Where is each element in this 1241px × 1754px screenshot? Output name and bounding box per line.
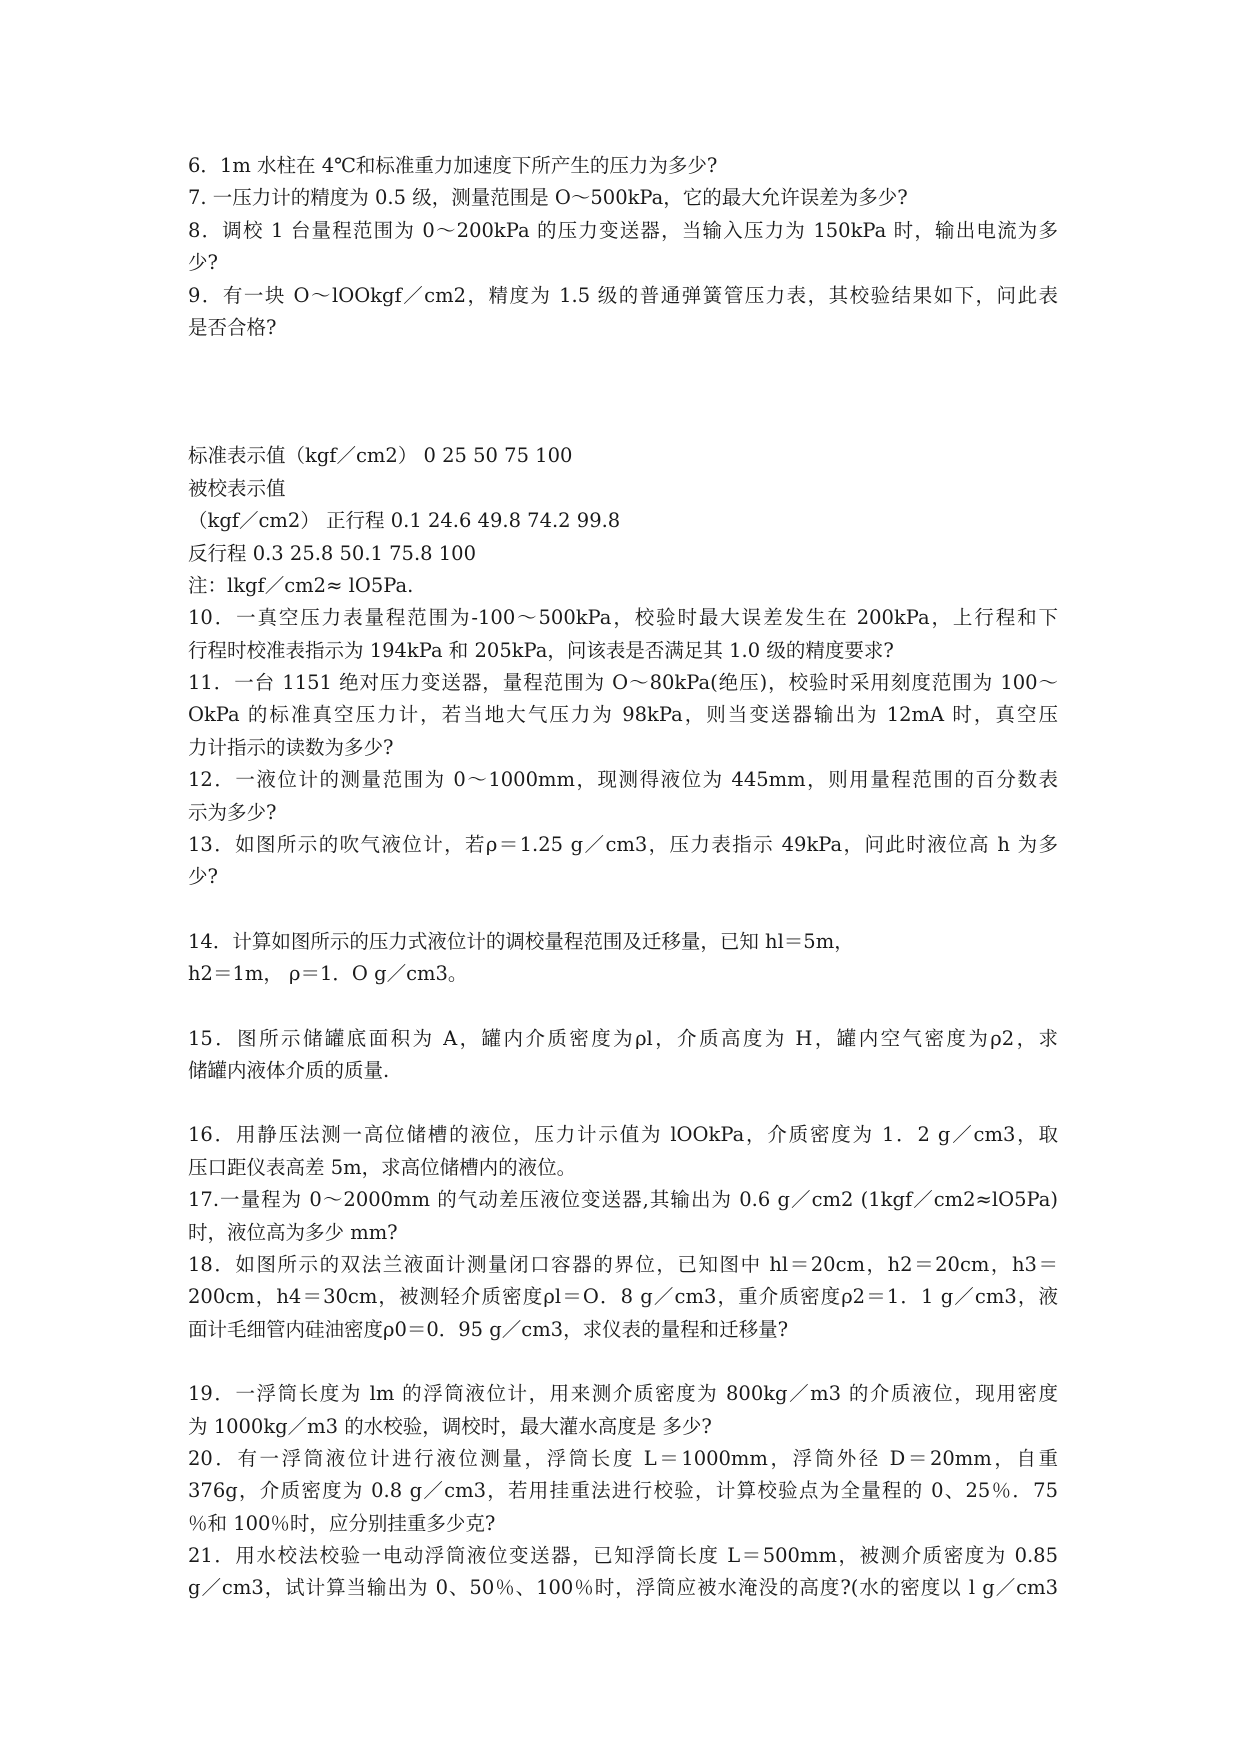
text-line: （kgf／cm2） 正行程 0.1 24.6 49.8 74.2 99.8 xyxy=(188,509,621,533)
text-line: 11．一台 1151 绝对压力变送器，量程范围为 O～80kPa(绝压)，校验时采用刻度范围为 100～ xyxy=(188,671,1058,695)
text-line: 为 1000kg／m3 的水校验，调校时，最大灌水高度是 多少? xyxy=(188,1414,712,1438)
text-line: 示为多少? xyxy=(188,800,277,824)
text-line: 21．用水校法校验一电动浮筒液位变送器，已知浮筒长度 L＝500mm，被测介质密度为 0.85 xyxy=(188,1544,1058,1568)
text-line: 12．一液位计的测量范围为 0～1000mm，现测得液位为 445mm，则用量程范围的百分数表 xyxy=(188,768,1058,792)
text-line: 注：lkgf／cm2≈ lO5Pa. xyxy=(188,573,414,597)
blank-spacer xyxy=(188,894,1058,926)
blank-spacer xyxy=(188,1087,1058,1119)
text-line: 反行程 0.3 25.8 50.1 75.8 100 xyxy=(188,541,476,565)
text-line: 面计毛细管内硅油密度ρ0＝0．95 g／cm3，求仪表的量程和迁移量? xyxy=(188,1317,789,1341)
text-line: h2＝1m， ρ＝1．O g／cm3。 xyxy=(188,962,468,986)
text-line: 8．调校 1 台量程范围为 0～200kPa 的压力变送器，当输入压力为 150kPa 时，输出电流为多 xyxy=(188,218,1058,242)
text-line: 少? xyxy=(188,865,218,889)
text-line: 6．1m 水柱在 4℃和标准重力加速度下所产生的压力为多少? xyxy=(188,154,718,177)
text-line: 储罐内液体介质的质量. xyxy=(188,1058,390,1082)
blank-spacer xyxy=(188,991,1058,1023)
text-line: 时，液位高为多少 mm? xyxy=(188,1220,398,1244)
text-line: 力计指示的读数为多少? xyxy=(188,735,394,759)
text-line: 标准表示值（kgf／cm2） 0 25 50 75 100 xyxy=(188,444,573,468)
text-line: 7. 一压力计的精度为 0.5 级，测量范围是 O～500kPa，它的最大允许误差为多少? xyxy=(188,186,908,210)
text-line: 少? xyxy=(188,251,218,275)
text-line: 16．用静压法测一高位储槽的液位，压力计示值为 lOOkPa，介质密度为 1．2 g／cm3，取 xyxy=(188,1123,1058,1147)
text-line: 是否合格? xyxy=(188,315,277,339)
text-line: 18．如图所示的双法兰液面计测量闭口容器的界位，已知图中 hl＝20cm，h2＝20cm，h3＝ xyxy=(188,1252,1058,1276)
text-line: 压口距仪表高差 5m，求高位储槽内的液位。 xyxy=(188,1155,577,1179)
blank-spacer xyxy=(188,1346,1058,1378)
text-line: 200cm，h4＝30cm，被测轻介质密度ρl＝O．8 g／cm3，重介质密度ρ2＝1．1 g／cm3，液 xyxy=(188,1285,1058,1309)
text-line: g／cm3，试计算当输出为 0、50％、100％时，浮筒应被水淹没的高度?(水的密度以 l g／cm3 xyxy=(188,1576,1058,1600)
text-line: OkPa 的标准真空压力计，若当地大气压力为 98kPa，则当变送器输出为 12mA 时，真空压 xyxy=(188,703,1058,727)
document-page xyxy=(188,150,1058,1605)
text-line: 19．一浮筒长度为 lm 的浮筒液位计，用来测介质密度为 800kg／m3 的介质液位，现用密度 xyxy=(188,1382,1058,1406)
text-line: 376g，介质密度为 0.8 g／cm3，若用挂重法进行校验，计算校验点为全量程的 0、25％．75 xyxy=(188,1479,1058,1503)
text-line: 13．如图所示的吹气液位计，若ρ＝1.25 g／cm3，压力表指示 49kPa，问此时液位高 h 为多 xyxy=(188,833,1058,857)
blank-spacer xyxy=(188,344,1058,408)
text-line: 行程时校准表指示为 194kPa 和 205kPa，问该表是否满足其 1.0 级的精度要求? xyxy=(188,638,894,662)
text-line: ％和 100％时，应分别挂重多少克? xyxy=(188,1511,496,1535)
blank-spacer xyxy=(188,408,1058,440)
text-line: 20．有一浮筒液位计进行液位测量，浮筒长度 L＝1000mm，浮筒外径 D＝20mm，自重 xyxy=(188,1446,1058,1470)
text-line: 17.一量程为 0～2000mm 的气动差压液位变送器,其输出为 0.6 g／cm2 (1kgf／cm2≈lO5Pa) xyxy=(188,1188,1058,1212)
text-line: 被校表示值 xyxy=(188,476,286,500)
text-line: 14．计算如图所示的压力式液位计的调校量程范围及迁移量，已知 hl＝5m， xyxy=(188,929,854,953)
text-line: 9．有一块 O～lOOkgf／cm2，精度为 1.5 级的普通弹簧管压力表，其校验结果如下，问此表 xyxy=(188,283,1058,307)
text-line: 15．图所示储罐底面积为 A，罐内介质密度为ρl，介质高度为 H，罐内空气密度为ρ2，求 xyxy=(188,1026,1058,1050)
text-line: 10．一真空压力表量程范围为-100～500kPa，校验时最大误差发生在 200kPa，上行程和下 xyxy=(188,606,1058,630)
